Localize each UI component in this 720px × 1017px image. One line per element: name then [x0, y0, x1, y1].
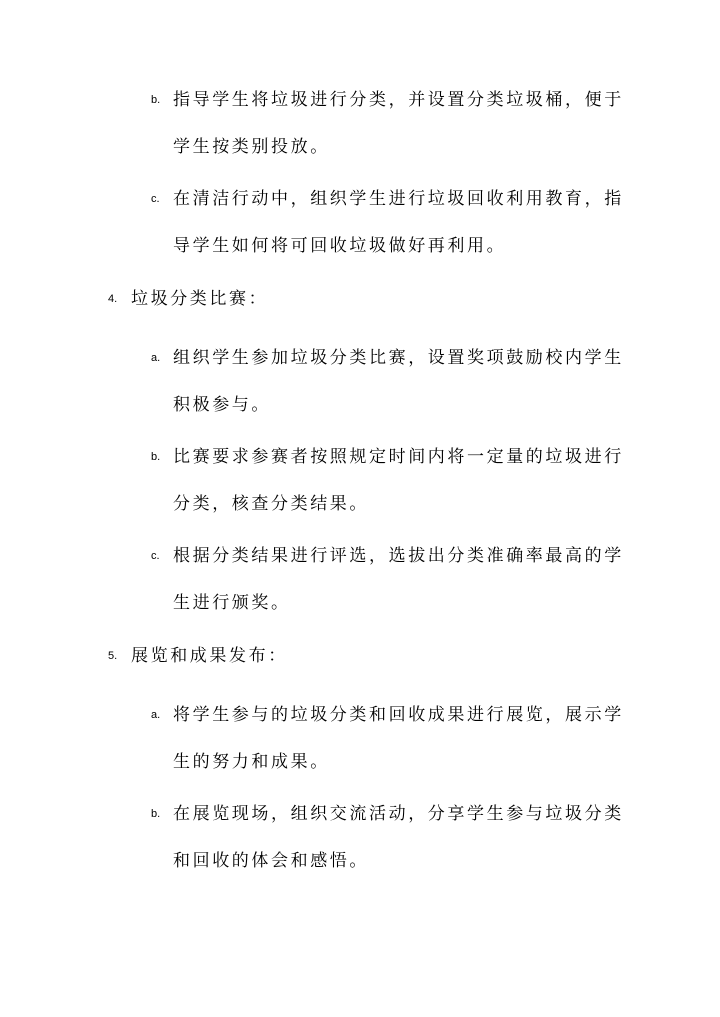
list-item-text: 将学生参与的垃圾分类和回收成果进行展览，展示学生的努力和成果。	[173, 705, 624, 772]
list-item-text: 组织学生参加垃圾分类比赛，设置奖项鼓励校内学生积极参与。	[173, 348, 624, 415]
list-item-text: 在展览现场，组织交流活动，分享学生参与垃圾分类和回收的体会和感悟。	[173, 804, 624, 871]
section-title: 展览和成果发布：	[131, 646, 288, 666]
list-marker: c.	[151, 550, 160, 562]
list-marker: a.	[151, 709, 161, 721]
list-marker: b.	[151, 451, 161, 463]
section-title: 垃圾分类比赛：	[131, 289, 269, 309]
section-number: 4.	[108, 293, 118, 305]
list-marker: c.	[151, 193, 160, 205]
list-item-text: 在清洁行动中，组织学生进行垃圾回收利用教育，指导学生如何将可回收垃圾做好再利用。	[173, 189, 624, 256]
list-marker: a.	[151, 352, 161, 364]
list-item-text: 指导学生将垃圾进行分类，并设置分类垃圾桶，便于学生按类别投放。	[173, 90, 624, 157]
list-item-text: 比赛要求参赛者按照规定时间内将一定量的垃圾进行分类，核查分类结果。	[173, 447, 624, 514]
list-item-text: 根据分类结果进行评选，选拔出分类准确率最高的学生进行颁奖。	[173, 546, 624, 613]
section-number: 5.	[108, 650, 118, 662]
list-marker: b.	[151, 94, 161, 106]
list-marker: b.	[151, 808, 161, 820]
